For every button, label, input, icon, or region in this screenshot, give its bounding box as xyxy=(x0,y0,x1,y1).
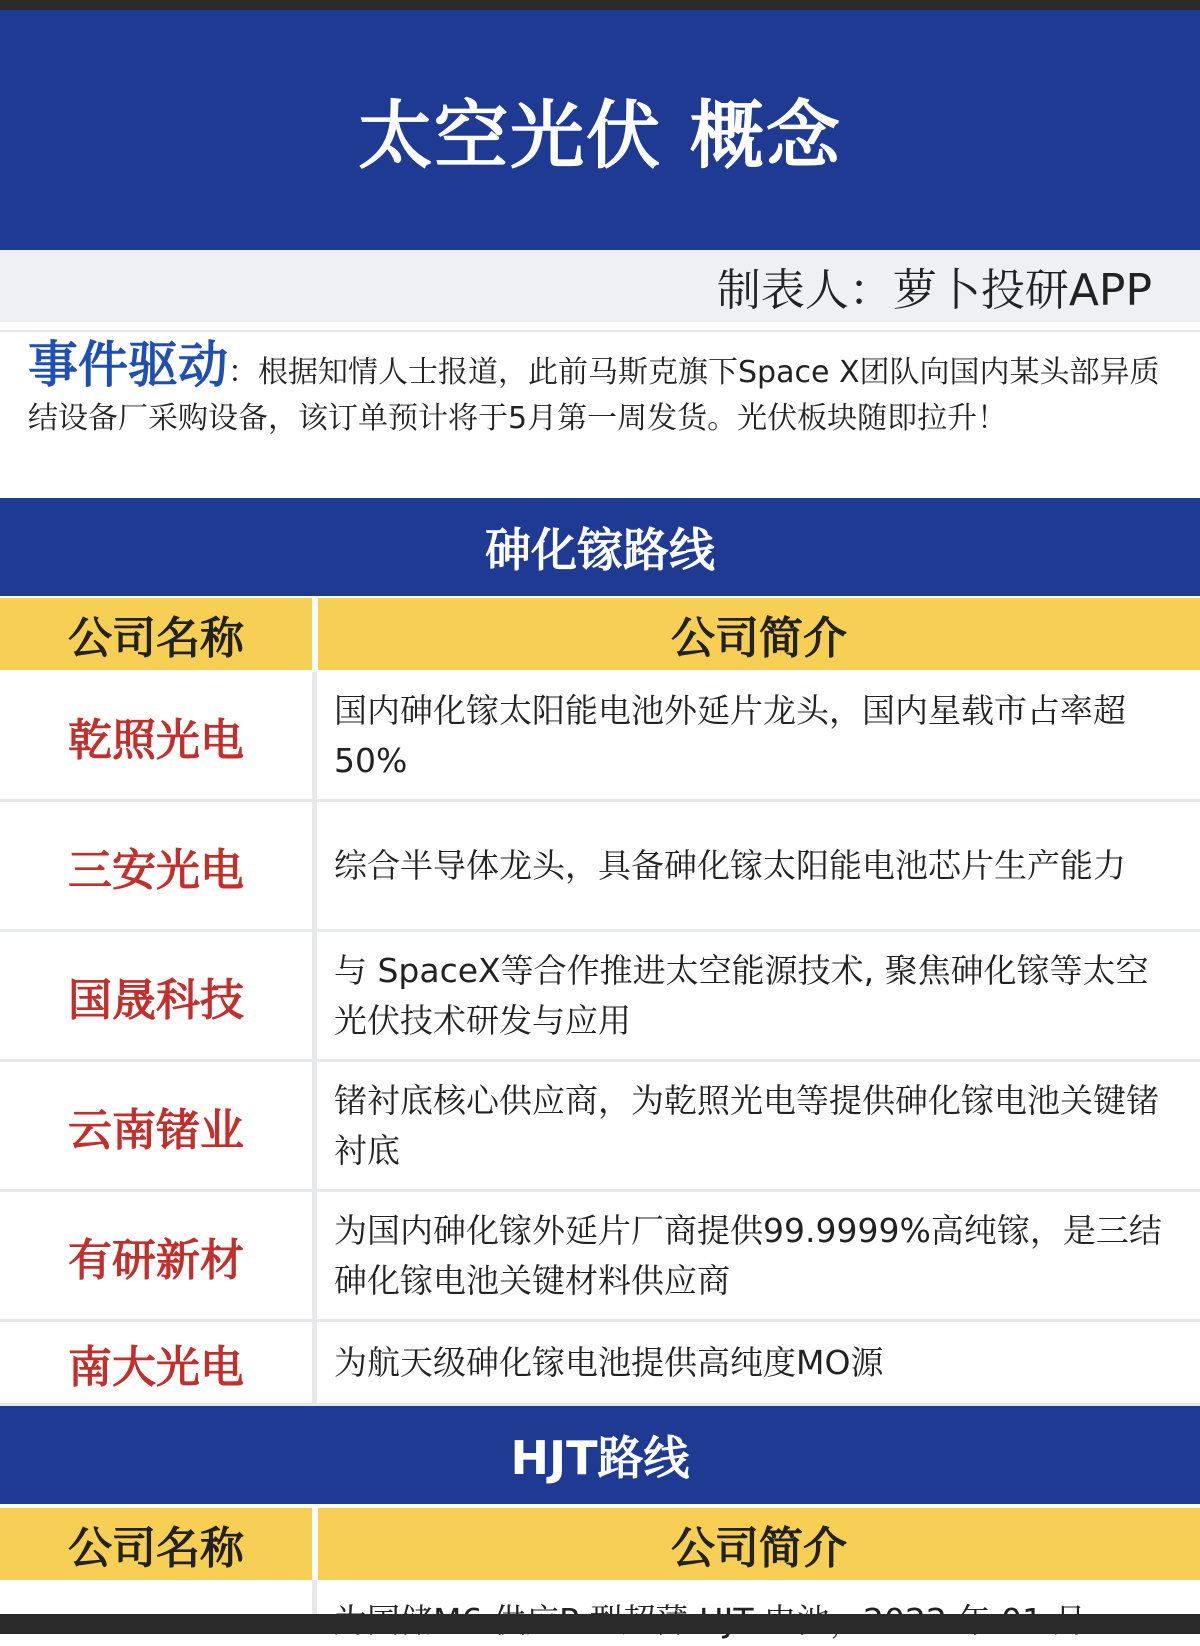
column-divider xyxy=(312,1192,317,1319)
company-intro: 综合半导体龙头，具备砷化镓太阳能电池芯片生产能力 xyxy=(334,845,1126,885)
event-text: ：根据知情人士报道，此前马斯克旗下Space X团队向国内某头部异质结设备厂采购设备，该订单预计将于5月第一周发货。光伏板块随即拉升！ xyxy=(28,355,1160,436)
bottom-edge-bar xyxy=(0,1614,1200,1634)
maker-row xyxy=(0,250,1200,322)
maker-credit: 制表人：萝卜投研APP xyxy=(716,265,1152,316)
section-header-gaas xyxy=(0,498,1200,596)
column-header-row xyxy=(0,598,1200,670)
section-title: 砷化镓路线 xyxy=(485,523,715,577)
column-header-company-intro: 公司简介 xyxy=(318,1508,1200,1580)
company-intro: 为航天级砷化镓电池提供高纯度MO源 xyxy=(334,1342,884,1382)
column-divider xyxy=(312,802,317,929)
column-divider xyxy=(312,1580,317,1614)
column-divider xyxy=(312,1322,317,1403)
company-name: 三安光电 xyxy=(68,844,244,896)
event-label: 事件驱动 xyxy=(28,336,228,394)
column-header-company-name: 公司名称 xyxy=(0,598,312,670)
company-intro: 与 SpaceX等合作推进太空能源技术, 聚焦砷化镓等太空光伏技术研发与应用 xyxy=(334,950,1149,1040)
table-row xyxy=(0,1062,1200,1192)
company-name: 国晟科技 xyxy=(68,974,244,1026)
event-paragraph xyxy=(28,336,1172,442)
company-name: 有研新材 xyxy=(68,1234,244,1286)
table-row xyxy=(0,802,1200,932)
column-divider xyxy=(312,932,317,1059)
column-header-row xyxy=(0,1508,1200,1580)
company-table xyxy=(0,672,1200,1406)
title-banner xyxy=(0,10,1200,250)
company-intro: 国内砷化镓太阳能电池外延片龙头，国内星载市占率超 50% xyxy=(334,690,1126,780)
column-divider xyxy=(312,1062,317,1189)
table-row xyxy=(0,672,1200,802)
table-row xyxy=(0,932,1200,1062)
top-edge-bar xyxy=(0,0,1200,10)
section-header-hjt xyxy=(0,1406,1200,1504)
table-row-partial xyxy=(0,1580,1200,1614)
page-title: 太空光伏 概念 xyxy=(358,93,842,179)
column-header-company-name: 公司名称 xyxy=(0,1508,312,1580)
company-intro: 锗衬底核心供应商，为乾照光电等提供砷化镓电池关键锗衬底 xyxy=(334,1080,1159,1170)
company-name: 南大光电 xyxy=(68,1341,244,1393)
company-name: 云南锗业 xyxy=(68,1104,244,1156)
column-divider xyxy=(312,672,317,799)
column-header-company-intro: 公司简介 xyxy=(318,598,1200,670)
company-intro: 为国内砷化镓外延片厂商提供99.9999%高纯镓，是三结砷化镓电池关键材料供应商 xyxy=(334,1210,1162,1300)
event-driver-block xyxy=(0,330,1200,490)
section-title: HJT路线 xyxy=(510,1431,690,1485)
table-row xyxy=(0,1322,1200,1406)
company-name: 乾照光电 xyxy=(68,714,244,766)
table-row xyxy=(0,1192,1200,1322)
